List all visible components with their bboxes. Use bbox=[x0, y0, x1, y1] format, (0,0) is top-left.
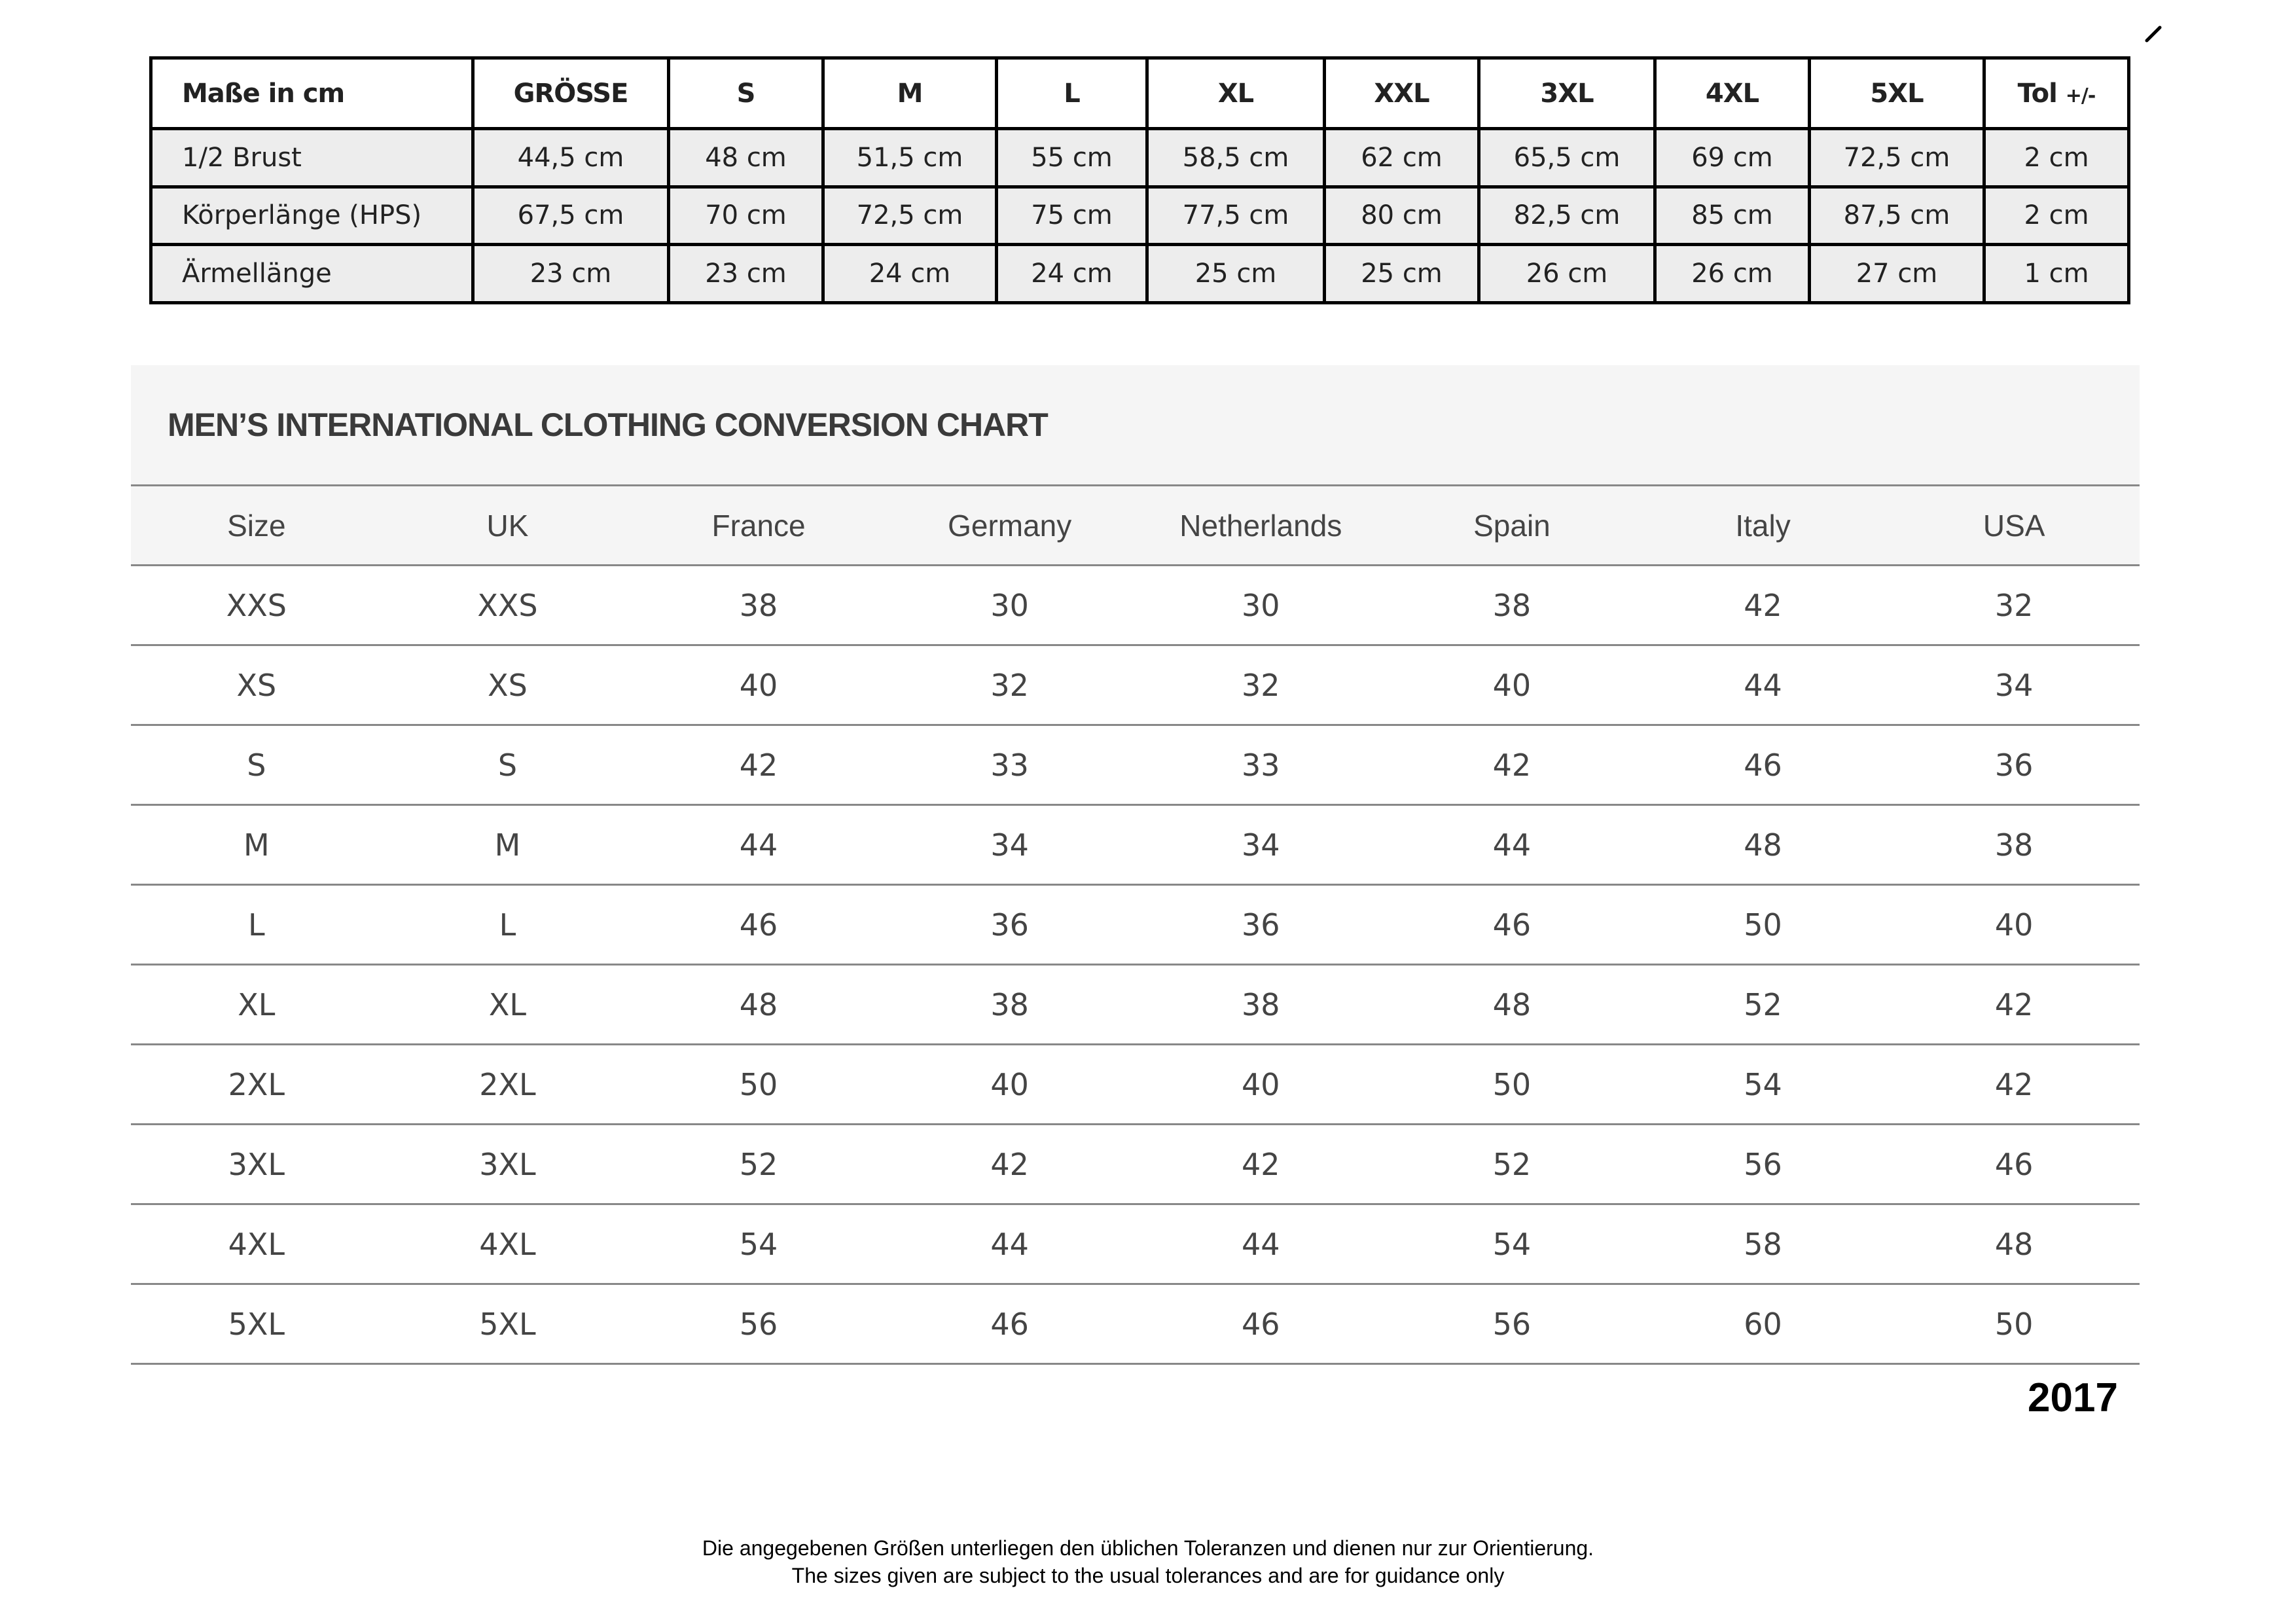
conversion-cell: 36 bbox=[884, 885, 1136, 965]
measurement-header-s: S bbox=[669, 58, 823, 129]
conversion-cell: 56 bbox=[633, 1284, 884, 1364]
measurement-cell: 24 cm bbox=[823, 245, 997, 303]
conversion-cell: XXS bbox=[382, 566, 634, 645]
conversion-header-cell: France bbox=[633, 486, 884, 566]
conversion-chart-title: MEN’S INTERNATIONAL CLOTHING CONVERSION CHART bbox=[168, 406, 1048, 443]
conversion-cell: 5XL bbox=[131, 1284, 382, 1364]
conversion-cell: 48 bbox=[1888, 1204, 2140, 1284]
tolerance-plus-minus: +/- bbox=[2065, 84, 2096, 107]
conversion-cell: 54 bbox=[633, 1204, 884, 1284]
conversion-cell: 46 bbox=[1638, 725, 1889, 805]
conversion-header-row bbox=[131, 486, 2140, 566]
conversion-row bbox=[131, 1045, 2140, 1125]
measurement-cell: 82,5 cm bbox=[1479, 187, 1655, 245]
conversion-cell: 3XL bbox=[131, 1125, 382, 1204]
measurement-cell: 55 cm bbox=[997, 129, 1147, 187]
conversion-row bbox=[131, 1204, 2140, 1284]
measurement-header-label: Maße in cm bbox=[151, 58, 473, 129]
measurement-cell: 25 cm bbox=[1325, 245, 1479, 303]
conversion-cell: 54 bbox=[1386, 1204, 1638, 1284]
conversion-cell: 46 bbox=[1888, 1125, 2140, 1204]
conversion-cell: 48 bbox=[1638, 805, 1889, 885]
measurement-table bbox=[149, 56, 2130, 304]
measurement-cell: 69 cm bbox=[1655, 129, 1810, 187]
pen-mark-icon bbox=[2144, 24, 2164, 43]
measurement-row-label: 1/2 Brust bbox=[151, 129, 473, 187]
measurement-cell: 48 cm bbox=[669, 129, 823, 187]
conversion-cell: 32 bbox=[1888, 566, 2140, 645]
measurement-cell: 72,5 cm bbox=[823, 187, 997, 245]
measurement-cell: 1 cm bbox=[1984, 245, 2129, 303]
conversion-cell: 46 bbox=[633, 885, 884, 965]
conversion-cell: 36 bbox=[1136, 885, 1387, 965]
conversion-chart bbox=[131, 365, 2140, 1348]
conversion-row bbox=[131, 1284, 2140, 1364]
measurement-cell: 72,5 cm bbox=[1810, 129, 1984, 187]
measurement-header-m: M bbox=[823, 58, 997, 129]
measurement-cell: 25 cm bbox=[1147, 245, 1325, 303]
measurement-header-3xl: 3XL bbox=[1479, 58, 1655, 129]
conversion-cell: 4XL bbox=[382, 1204, 634, 1284]
conversion-row bbox=[131, 645, 2140, 725]
conversion-cell: 50 bbox=[633, 1045, 884, 1125]
conversion-cell: 42 bbox=[1638, 566, 1889, 645]
conversion-row bbox=[131, 885, 2140, 965]
conversion-row bbox=[131, 965, 2140, 1045]
conversion-cell: 34 bbox=[1888, 645, 2140, 725]
conversion-cell: XS bbox=[131, 645, 382, 725]
measurement-row bbox=[151, 187, 2129, 245]
measurement-cell: 26 cm bbox=[1655, 245, 1810, 303]
conversion-body bbox=[131, 566, 2140, 1364]
conversion-cell: 56 bbox=[1386, 1284, 1638, 1364]
conversion-cell: 36 bbox=[1888, 725, 2140, 805]
conversion-cell: XL bbox=[382, 965, 634, 1045]
measurement-cell: 27 cm bbox=[1810, 245, 1984, 303]
conversion-cell: 34 bbox=[884, 805, 1136, 885]
measurement-cell: 62 cm bbox=[1325, 129, 1479, 187]
conversion-row bbox=[131, 1125, 2140, 1204]
conversion-table bbox=[131, 486, 2140, 1365]
conversion-cell: 38 bbox=[884, 965, 1136, 1045]
conversion-cell: 30 bbox=[884, 566, 1136, 645]
conversion-cell: 46 bbox=[1386, 885, 1638, 965]
conversion-cell: 44 bbox=[1136, 1204, 1387, 1284]
conversion-cell: 42 bbox=[1888, 1045, 2140, 1125]
conversion-cell: 32 bbox=[884, 645, 1136, 725]
conversion-cell: 44 bbox=[1386, 805, 1638, 885]
conversion-cell: 38 bbox=[1386, 566, 1638, 645]
measurement-header-row bbox=[151, 58, 2129, 129]
conversion-header-cell: Size bbox=[131, 486, 382, 566]
measurement-header-xxl: XXL bbox=[1325, 58, 1479, 129]
measurement-cell: 23 cm bbox=[669, 245, 823, 303]
conversion-cell: L bbox=[131, 885, 382, 965]
measurement-cell: 26 cm bbox=[1479, 245, 1655, 303]
conversion-cell: 56 bbox=[1638, 1125, 1889, 1204]
conversion-cell: 40 bbox=[1888, 885, 2140, 965]
conversion-cell: 48 bbox=[1386, 965, 1638, 1045]
conversion-cell: 52 bbox=[1638, 965, 1889, 1045]
measurement-header-l: L bbox=[997, 58, 1147, 129]
conversion-cell: 52 bbox=[1386, 1125, 1638, 1204]
conversion-header-cell: USA bbox=[1888, 486, 2140, 566]
conversion-cell: 50 bbox=[1386, 1045, 1638, 1125]
conversion-cell: XS bbox=[382, 645, 634, 725]
conversion-cell: 40 bbox=[633, 645, 884, 725]
conversion-cell: 4XL bbox=[131, 1204, 382, 1284]
measurement-header-xl: XL bbox=[1147, 58, 1325, 129]
conversion-chart-header bbox=[131, 365, 2140, 486]
conversion-cell: 33 bbox=[884, 725, 1136, 805]
measurement-row bbox=[151, 245, 2129, 303]
measurement-cell: 44,5 cm bbox=[473, 129, 669, 187]
conversion-header-cell: Italy bbox=[1638, 486, 1889, 566]
conversion-header-cell: Germany bbox=[884, 486, 1136, 566]
measurement-cell: 80 cm bbox=[1325, 187, 1479, 245]
conversion-cell: 52 bbox=[633, 1125, 884, 1204]
measurement-body bbox=[151, 129, 2129, 303]
measurement-header-5xl: 5XL bbox=[1810, 58, 1984, 129]
conversion-cell: M bbox=[131, 805, 382, 885]
conversion-cell: 54 bbox=[1638, 1045, 1889, 1125]
conversion-cell: 38 bbox=[1136, 965, 1387, 1045]
conversion-cell: 42 bbox=[884, 1125, 1136, 1204]
conversion-cell: 42 bbox=[633, 725, 884, 805]
conversion-cell: 30 bbox=[1136, 566, 1387, 645]
conversion-header-cell: UK bbox=[382, 486, 634, 566]
conversion-header-cell: Spain bbox=[1386, 486, 1638, 566]
measurement-cell: 70 cm bbox=[669, 187, 823, 245]
measurement-cell: 65,5 cm bbox=[1479, 129, 1655, 187]
conversion-cell: S bbox=[382, 725, 634, 805]
conversion-cell: 50 bbox=[1888, 1284, 2140, 1364]
measurement-row-label: Körperlänge (HPS) bbox=[151, 187, 473, 245]
conversion-cell: XXS bbox=[131, 566, 382, 645]
conversion-cell: 2XL bbox=[131, 1045, 382, 1125]
footer-disclaimer bbox=[0, 1534, 2296, 1589]
measurement-cell: 85 cm bbox=[1655, 187, 1810, 245]
conversion-cell: 2XL bbox=[382, 1045, 634, 1125]
conversion-cell: 42 bbox=[1136, 1125, 1387, 1204]
conversion-cell: L bbox=[382, 885, 634, 965]
measurement-cell: 75 cm bbox=[997, 187, 1147, 245]
conversion-cell: 40 bbox=[884, 1045, 1136, 1125]
conversion-cell: 34 bbox=[1136, 805, 1387, 885]
conversion-cell: 46 bbox=[1136, 1284, 1387, 1364]
conversion-cell: M bbox=[382, 805, 634, 885]
measurement-row bbox=[151, 129, 2129, 187]
conversion-cell: 40 bbox=[1386, 645, 1638, 725]
conversion-cell: 38 bbox=[633, 566, 884, 645]
conversion-cell: 44 bbox=[884, 1204, 1136, 1284]
conversion-cell: 44 bbox=[1638, 645, 1889, 725]
conversion-cell: 60 bbox=[1638, 1284, 1889, 1364]
measurement-cell: 23 cm bbox=[473, 245, 669, 303]
conversion-cell: 46 bbox=[884, 1284, 1136, 1364]
conversion-header-cell: Netherlands bbox=[1136, 486, 1387, 566]
conversion-cell: S bbox=[131, 725, 382, 805]
conversion-cell: 48 bbox=[633, 965, 884, 1045]
conversion-row bbox=[131, 566, 2140, 645]
conversion-cell: XL bbox=[131, 965, 382, 1045]
measurement-cell: 2 cm bbox=[1984, 129, 2129, 187]
measurement-cell: 67,5 cm bbox=[473, 187, 669, 245]
conversion-cell: 42 bbox=[1888, 965, 2140, 1045]
conversion-row bbox=[131, 725, 2140, 805]
conversion-cell: 42 bbox=[1386, 725, 1638, 805]
measurement-cell: 77,5 cm bbox=[1147, 187, 1325, 245]
conversion-cell: 3XL bbox=[382, 1125, 634, 1204]
measurement-row-label: Ärmellänge bbox=[151, 245, 473, 303]
year-label: 2017 bbox=[2028, 1375, 2118, 1420]
measurement-cell: 58,5 cm bbox=[1147, 129, 1325, 187]
conversion-cell: 58 bbox=[1638, 1204, 1889, 1284]
conversion-cell: 50 bbox=[1638, 885, 1889, 965]
conversion-cell: 5XL bbox=[382, 1284, 634, 1364]
measurement-cell: 51,5 cm bbox=[823, 129, 997, 187]
conversion-row bbox=[131, 805, 2140, 885]
measurement-header-4xl: 4XL bbox=[1655, 58, 1810, 129]
tolerance-label: Tol bbox=[2017, 78, 2057, 109]
conversion-cell: 38 bbox=[1888, 805, 2140, 885]
conversion-cell: 40 bbox=[1136, 1045, 1387, 1125]
footer-line-english: The sizes given are subject to the usual tolerances and are for guidance only bbox=[791, 1564, 1505, 1587]
conversion-cell: 32 bbox=[1136, 645, 1387, 725]
footer-line-german: Die angegebenen Größen unterliegen den üblichen Toleranzen und dienen nur zur Orientierung. bbox=[702, 1536, 1594, 1560]
measurement-cell: 24 cm bbox=[997, 245, 1147, 303]
conversion-cell: 44 bbox=[633, 805, 884, 885]
measurement-header-size: GRÖSSE bbox=[473, 58, 669, 129]
measurement-cell: 2 cm bbox=[1984, 187, 2129, 245]
conversion-cell: 33 bbox=[1136, 725, 1387, 805]
measurement-header-tolerance bbox=[1984, 58, 2129, 129]
measurement-cell: 87,5 cm bbox=[1810, 187, 1984, 245]
